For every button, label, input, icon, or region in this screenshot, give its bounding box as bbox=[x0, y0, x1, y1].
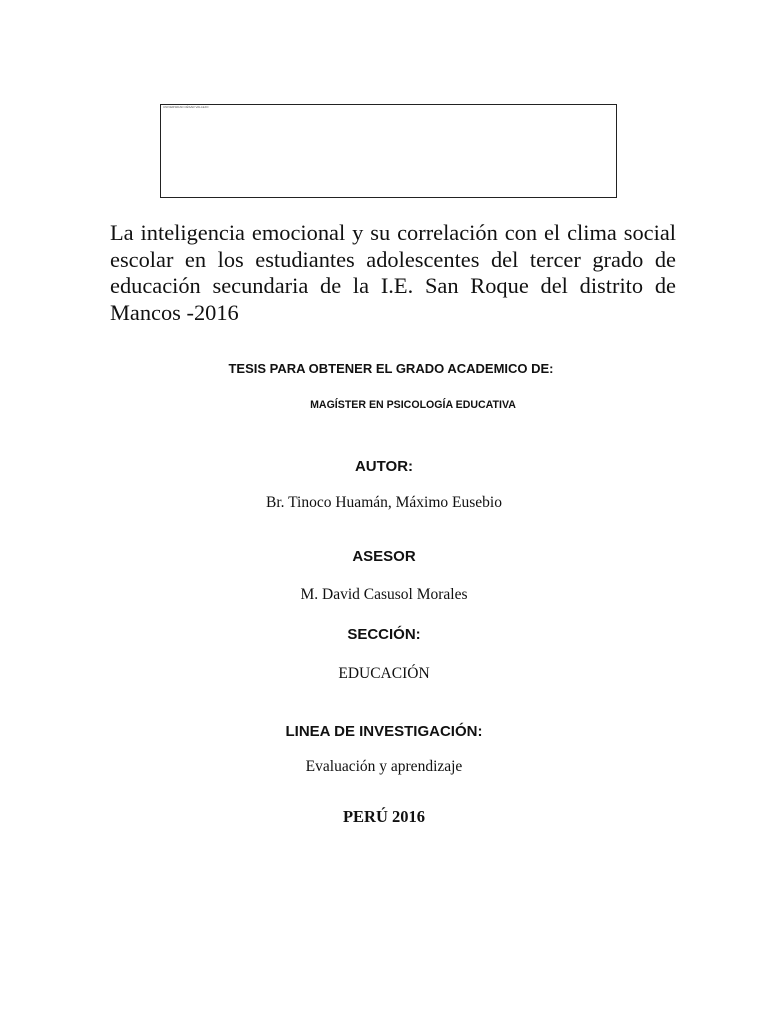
thesis-purpose: TESIS PARA OBTENER EL GRADO ACADEMICO DE: bbox=[228, 361, 554, 376]
advisor-label: ASESOR bbox=[352, 548, 416, 565]
author-name: Br. Tinoco Huamán, Máximo Eusebio bbox=[266, 494, 502, 511]
research-line-name: Evaluación y aprendizaje bbox=[305, 758, 463, 775]
thesis-title: La inteligencia emocional y su correlación con el clima social escolar en los estudiantes adolescentes del tercer grado de educación secundaria de la I.E. San Roque del distrito de Mancos -2016 bbox=[110, 220, 676, 325]
section-label: SECCIÓN: bbox=[347, 626, 421, 643]
research-line-label: LINEA DE INVESTIGACIÓN: bbox=[285, 723, 483, 740]
advisor-name: M. David Casusol Morales bbox=[300, 586, 468, 603]
section-name: EDUCACIÓN bbox=[338, 665, 430, 682]
header-box-text: UNIVERSIDAD CÉSAR VALLEJO bbox=[163, 105, 209, 109]
place-year: PERÚ 2016 bbox=[342, 807, 426, 826]
author-label: AUTOR: bbox=[354, 458, 414, 475]
header-frame-box bbox=[160, 104, 617, 198]
degree-name: MAGÍSTER EN PSICOLOGÍA EDUCATIVA bbox=[310, 399, 516, 411]
